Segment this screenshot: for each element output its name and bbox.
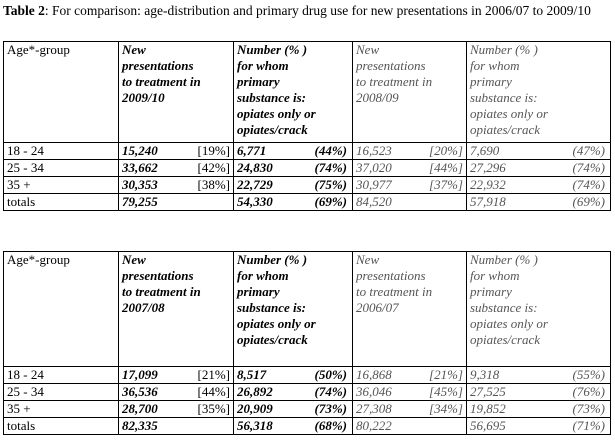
age-group-cell: 25 - 34 <box>4 160 119 177</box>
header-row <box>4 42 611 143</box>
opiate-number-cell: 27,525 (76%) <box>467 384 611 401</box>
opiate-number-cell: 22,932 (74%) <box>467 177 611 194</box>
total-opiate-number: 54,330 (69%) <box>234 194 353 211</box>
opiate-number-cell: 7,690 (47%) <box>467 143 611 160</box>
new-presentations-cell: 37,020 [44%] <box>353 160 467 177</box>
header-new-presentations-2007-08: New presentations to treatment in 2007/08 <box>119 252 234 367</box>
header-age-group: Age*-group <box>4 42 119 143</box>
totals-label: totals <box>4 418 119 435</box>
header-age-group: Age*-group <box>4 252 119 367</box>
new-presentations-cell: 15,240 [19%] <box>119 143 234 160</box>
new-presentations-cell: 36,046 [45%] <box>353 384 467 401</box>
age-group-cell: 35 + <box>4 401 119 418</box>
header-number-opiates-2009-10: Number (% ) for whom primary substance is: opiates only or opiates/crack <box>234 42 353 143</box>
totals-label: totals <box>4 194 119 211</box>
new-presentations-cell: 16,868 [21%] <box>353 367 467 384</box>
opiate-number-cell: 9,318 (55%) <box>467 367 611 384</box>
total-new-presentations: 82,335 <box>119 418 234 435</box>
caption-label: Table 2 <box>3 3 45 18</box>
table-caption <box>3 3 611 19</box>
total-opiate-number: 56,318 (68%) <box>234 418 353 435</box>
caption-text: : For comparison: age-distribution and primary drug use for new presentations in 2006/07 to 2009/10 <box>44 3 591 18</box>
comparison-table-2007-2006 <box>3 251 611 435</box>
new-presentations-cell: 30,977 [37%] <box>353 177 467 194</box>
table-row <box>4 177 611 194</box>
total-new-presentations: 80,222 <box>353 418 467 435</box>
opiate-number-cell: 26,892 (74%) <box>234 384 353 401</box>
table-row <box>4 384 611 401</box>
age-group-cell: 25 - 34 <box>4 384 119 401</box>
header-number-opiates-2006-07: Number (% ) for whom primary substance is: opiates only or opiates/crack <box>467 252 611 367</box>
header-number-opiates-2007-08: Number (% ) for whom primary substance is: opiates only or opiates/crack <box>234 252 353 367</box>
age-group-cell: 18 - 24 <box>4 367 119 384</box>
new-presentations-cell: 30,353 [38%] <box>119 177 234 194</box>
age-group-cell: 18 - 24 <box>4 143 119 160</box>
header-row <box>4 252 611 367</box>
comparison-table-2009-2008 <box>3 41 611 211</box>
header-new-presentations-2009-10: New presentations to treatment in 2009/10 <box>119 42 234 143</box>
total-new-presentations: 84,520 <box>353 194 467 211</box>
header-new-presentations-2006-07: New presentations to treatment in 2006/07 <box>353 252 467 367</box>
table-row <box>4 367 611 384</box>
opiate-number-cell: 8,517 (50%) <box>234 367 353 384</box>
opiate-number-cell: 19,852 (73%) <box>467 401 611 418</box>
header-new-presentations-2008-09: New presentations to treatment in 2008/09 <box>353 42 467 143</box>
header-number-opiates-2008-09: Number (% ) for whom primary substance is: opiates only or opiates/crack <box>467 42 611 143</box>
age-group-cell: 35 + <box>4 177 119 194</box>
table-row <box>4 160 611 177</box>
opiate-number-cell: 24,830 (74%) <box>234 160 353 177</box>
totals-row <box>4 194 611 211</box>
new-presentations-cell: 27,308 [34%] <box>353 401 467 418</box>
opiate-number-cell: 27,296 (74%) <box>467 160 611 177</box>
new-presentations-cell: 36,536 [44%] <box>119 384 234 401</box>
opiate-number-cell: 20,909 (73%) <box>234 401 353 418</box>
new-presentations-cell: 28,700 [35%] <box>119 401 234 418</box>
table-row <box>4 143 611 160</box>
total-opiate-number: 56,695 (71%) <box>467 418 611 435</box>
totals-row <box>4 418 611 435</box>
new-presentations-cell: 17,099 [21%] <box>119 367 234 384</box>
new-presentations-cell: 16,523 [20%] <box>353 143 467 160</box>
total-new-presentations: 79,255 <box>119 194 234 211</box>
new-presentations-cell: 33,662 [42%] <box>119 160 234 177</box>
table-row <box>4 401 611 418</box>
total-opiate-number: 57,918 (69%) <box>467 194 611 211</box>
opiate-number-cell: 22,729 (75%) <box>234 177 353 194</box>
opiate-number-cell: 6,771 (44%) <box>234 143 353 160</box>
